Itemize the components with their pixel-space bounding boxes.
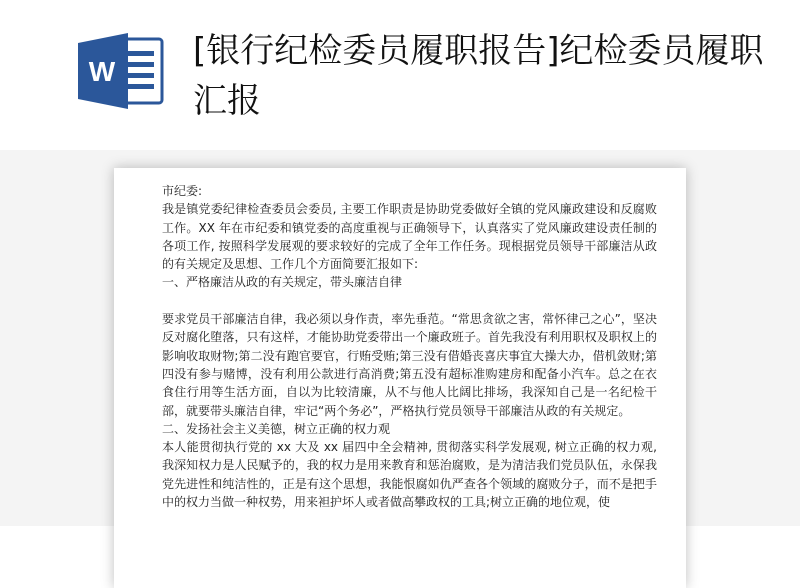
document-page — [114, 168, 686, 588]
document-body — [162, 182, 657, 511]
salutation: 市纪委: — [162, 184, 203, 198]
word-document-icon — [78, 33, 164, 109]
document-preview-area — [0, 150, 800, 526]
section-heading-1: 一、严格廉洁从政的有关规定，带头廉洁自律 — [162, 275, 403, 290]
header — [0, 0, 800, 150]
section-heading-2: 二、发扬社会主义美德，树立正确的权力观 — [162, 421, 391, 436]
paragraph-intro: 我是镇党委纪律检查委员会委员, 主要工作职责是协助党委做好全镇的党风廉政建设和反腐败工作。XX 年在市纪委和镇党委的高度重视与正确领导下，认真落实了党风廉政建设责任制的各项工作, 按照科学发展观的要求较好的完成了全年工作任务。现根据党员领导干部廉洁从政的有关规定及思想、工作几个方面简要汇报如下: — [162, 202, 657, 272]
paragraph-section-2: 本人能贯彻执行党的 xx 大及 xx 届四中全会精神, 贯彻落实科学发展观, 树立正确的权力观, 我深知权力是人民赋予的，我的权力是用来教育和惩治腐败，是为清洁我们党员队伍，永保我党先进性和纯洁性的，正是有这个思想，我能恨腐如仇严查各个领域的腐败分子，而不是把手中的权力当做一种权势，用来袒护坏人或者做高攀政权的工具;树立正确的地位观，使 — [162, 440, 657, 510]
word-icon-letter: W — [88, 56, 116, 87]
blank-line — [162, 292, 657, 310]
paragraph-section-1: 要求党员干部廉洁自律，我必须以身作责，率先垂范。“常思贪欲之害，常怀律己之心”，坚决反对腐化堕落，只有这样，才能协助党委带出一个廉政班子。首先我没有利用职权及职权上的影响收取财物;第二没有跑官要官，行贿受贿;第三没有借婚丧喜庆事宜大操大办，借机敛财;第四没有参与赌博，没有利用公款进行高消费;第五没有超标准购建房和配备小汽车。总之在衣食住行用等生活方面，自以为比较清廉，从不与他人比阔比排场，我深知自己是一名纪检干部，就要带头廉洁自律，牢记“两个务必”，严格执行党员领导干部廉洁从政的有关规定。 — [162, 312, 657, 418]
page-title: [银行纪检委员履职报告]纪检委员履职汇报 — [193, 31, 764, 121]
